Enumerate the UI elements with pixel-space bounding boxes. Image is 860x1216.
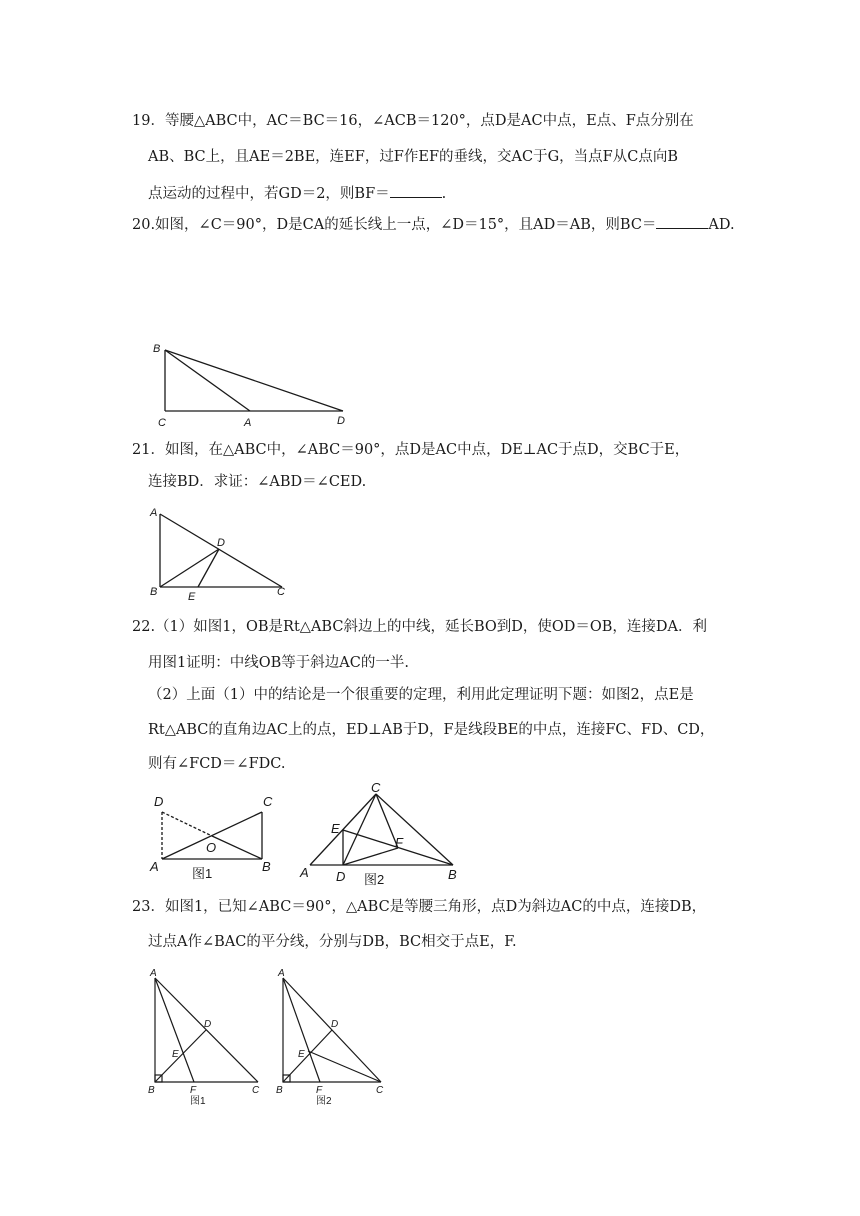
label-d: D xyxy=(337,415,345,427)
q21-figure xyxy=(140,500,300,606)
label-f: F xyxy=(316,1085,323,1096)
label-e: E xyxy=(298,1049,305,1060)
q22-figure-2 xyxy=(298,778,468,888)
segment-ob xyxy=(212,836,262,859)
q22-line-1: 22.（1）如图1，OB是Rt△ABC斜边上的中线，延长BO到D，使OD＝OB，连接DA．利 xyxy=(132,619,708,635)
label-c: C xyxy=(371,780,381,795)
label-c: C xyxy=(158,417,166,429)
segment-af xyxy=(155,978,194,1082)
label-c: C xyxy=(252,1085,260,1096)
label-a: A xyxy=(300,865,309,880)
label-b: B xyxy=(150,586,158,598)
segment-do xyxy=(162,812,212,836)
figure-caption: 图1 xyxy=(190,1096,206,1107)
q22-line-3: （2）上面（1）中的结论是一个很重要的定理，利用此定理证明下题：如图2，点E是 xyxy=(148,687,694,703)
figure-caption: 图2 xyxy=(316,1096,332,1107)
label-a: A xyxy=(150,859,159,874)
label-e: E xyxy=(188,591,196,603)
label-f: F xyxy=(395,835,403,850)
label-a: A xyxy=(278,968,285,979)
q23-line-1: 23．如图1，已知∠ABC＝90°，△ABC是等腰三角形，点D为斜边AC的中点，连接DB， xyxy=(132,899,707,915)
q21-line-1: 21．如图，在△ABC中，∠ABC＝90°，点D是AC中点，DE⊥AC于点D，交BC于E， xyxy=(132,442,690,458)
answer-blank xyxy=(656,214,708,229)
segment-ba xyxy=(165,350,250,411)
q19-line-1: 19．等腰△ABC中，AC＝BC＝16，∠ACB＝120°，点D是AC中点，E点、F点分别在 xyxy=(132,113,694,129)
label-d: D xyxy=(154,794,164,809)
q20-figure xyxy=(140,336,360,432)
label-d: D xyxy=(331,1019,339,1030)
label-e: E xyxy=(331,821,340,836)
label-b: B xyxy=(448,867,457,882)
label-b: B xyxy=(262,859,271,874)
q20-line-1 xyxy=(132,214,735,235)
q23-line-2: 过点A作∠BAC的平分线，分别与DB，BC相交于点E，F. xyxy=(148,934,517,950)
label-a: A xyxy=(150,968,157,979)
label-b: B xyxy=(153,343,161,355)
segment-af xyxy=(283,978,320,1082)
label-a: A xyxy=(150,507,158,519)
label-o: O xyxy=(206,840,217,855)
figure-caption: 图1 xyxy=(192,866,213,881)
segment-de xyxy=(198,549,219,587)
q22-figure-1 xyxy=(140,784,290,884)
q22-line-2: 用图1证明：中线OB等于斜边AC的一半. xyxy=(148,655,409,671)
q19-line-3-text: 点运动的过程中，若GD＝2，则BF＝ xyxy=(148,186,390,202)
q23-figure-2 xyxy=(268,964,408,1114)
label-b: B xyxy=(276,1085,283,1096)
q21-line-2: 连接BD．求证：∠ABD＝∠CED. xyxy=(148,474,367,490)
segment-bd xyxy=(165,350,343,411)
label-d: D xyxy=(204,1019,212,1030)
segment-bd xyxy=(283,1030,332,1082)
segment-fd xyxy=(343,848,398,865)
label-c: C xyxy=(263,794,273,809)
answer-blank xyxy=(390,183,442,198)
label-b: B xyxy=(148,1085,155,1096)
q20-line-1-end: AD. xyxy=(708,217,735,233)
segment-ac xyxy=(160,514,282,587)
segment-cd xyxy=(343,794,376,865)
label-f: F xyxy=(190,1085,197,1096)
figure-caption: 图2 xyxy=(364,872,385,887)
label-c: C xyxy=(376,1085,384,1096)
segment-bd xyxy=(160,549,219,587)
segment-bd xyxy=(155,1030,206,1082)
label-e: E xyxy=(172,1049,179,1060)
segment-cb xyxy=(376,794,453,865)
q22-line-4: Rt△ABC的直角边AC上的点，ED⊥AB于D，F是线段BE的中点，连接FC、FD、CD， xyxy=(148,722,715,738)
q19-line-3 xyxy=(148,183,446,204)
q19-line-3-end: . xyxy=(441,186,447,202)
q19-line-2: AB、BC上，且AE＝2BE，连EF，过F作EF的垂线，交AC于G，当点F从C点向B xyxy=(148,149,678,165)
label-d: D xyxy=(336,869,346,884)
q22-line-5: 则有∠FCD＝∠FDC. xyxy=(148,756,286,772)
q20-line-1-text: 20.如图，∠C＝90°，D是CA的延长线上一点，∠D＝15°，且AD＝AB，则BC＝ xyxy=(132,217,657,233)
q23-figure-1 xyxy=(140,964,280,1114)
label-c: C xyxy=(277,586,285,598)
label-a: A xyxy=(244,417,252,429)
label-d: D xyxy=(217,537,225,549)
